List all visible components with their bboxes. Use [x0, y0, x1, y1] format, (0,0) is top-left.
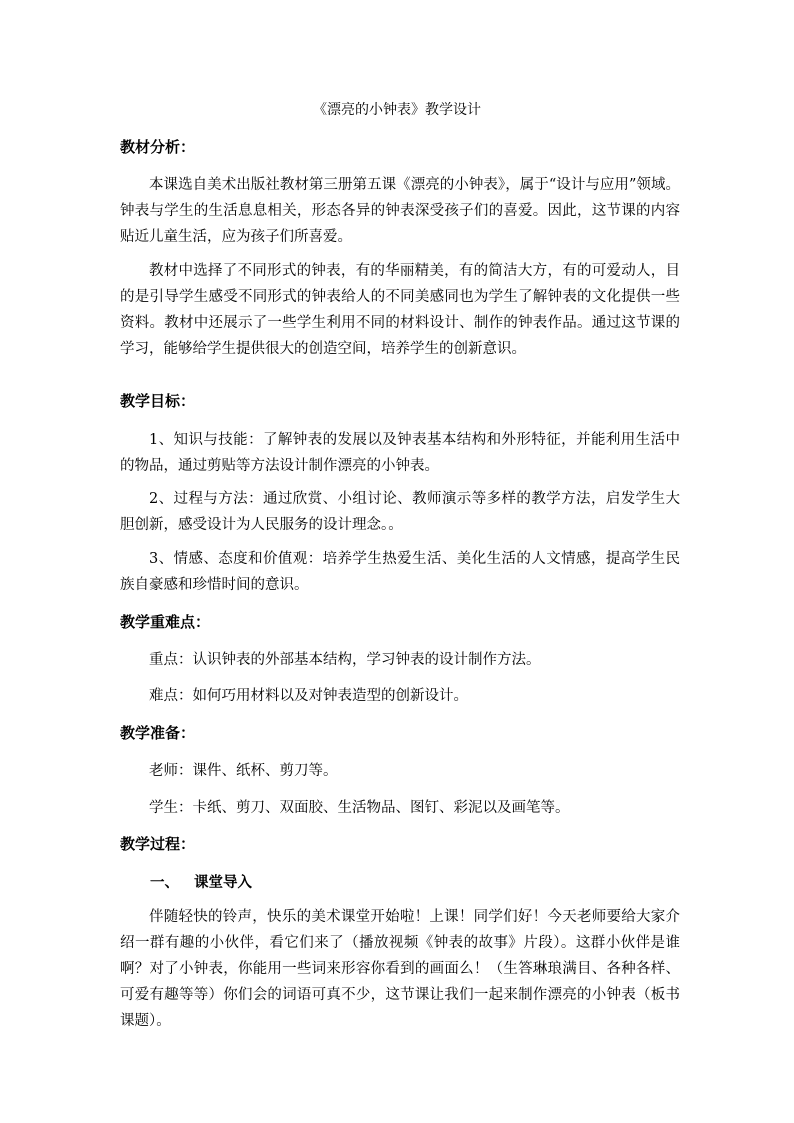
step-1-heading — [150, 873, 252, 893]
heading-analysis: 教材分析： — [120, 138, 196, 156]
teacher-materials-paragraph: 老师：课件、纸杯、剪刀等。 — [149, 763, 338, 779]
difficulty-paragraph: 难点：如何巧用材料以及对钟表造型的创新设计。 — [149, 688, 468, 704]
step-1-title: 课堂导入 — [194, 875, 252, 891]
intro-paragraph: 伴随轻快的铃声，快乐的美术课堂开始啦！上课！同学们好！今天老师要给大家介绍一群有趣的小伙伴，看它们来了（播放视频《钟表的故事》片段）。这群小伙伴是谁啊？对了小钟表，你能用一些词来形容你看到的画面么！（生答琳琅满目、各种各样、可爱有趣等等）你们会的词语可真不少，这节课让我们一起来制作漂亮的小钟表（板书课题）。 — [120, 909, 680, 1029]
heading-key-points: 教学重难点： — [120, 613, 211, 631]
key-point-paragraph: 重点：认识钟表的外部基本结构，学习钟表的设计制作方法。 — [149, 652, 541, 668]
goal-paragraph-3: 3、情感、态度和价值观：培养学生热爱生活、美化生活的人文情感，提高学生民族自豪感和珍惜时间的意识。 — [120, 551, 680, 593]
step-1-number: 一、 — [150, 875, 179, 891]
document-title: 《漂亮的小钟表》教学设计 — [313, 102, 481, 118]
heading-goals: 教学目标： — [120, 392, 196, 410]
analysis-paragraph-2: 教材中选择了不同形式的钟表，有的华丽精美，有的简洁大方，有的可爱动人，目的是引导学生感受不同形式的钟表给人的不同美感同也为学生了解钟表的文化提供一些资料。教材中还展示了一些学生利用不同的材料设计、制作的钟表作品。通过这节课的学习，能够给学生提供很大的创造空间，培养学生的创新意识。 — [120, 263, 680, 357]
analysis-paragraph-1: 本课选自美术出版社教材第三册第五课《漂亮的小钟表》，属于“设计与应用”领域。钟表与学生的生活息息相关，形态各异的钟表深受孩子们的喜爱。因此，这节课的内容贴近儿童生活，应为孩子们所喜爱。 — [120, 177, 680, 245]
student-materials-paragraph: 学生：卡纸、剪刀、双面胶、生活物品、图钉、彩泥以及画笔等。 — [149, 800, 570, 816]
goal-paragraph-2: 2、过程与方法：通过欣赏、小组讨论、教师演示等多样的教学方法，启发学生大胆创新，感受设计为人民服务的设计理念。。 — [120, 491, 680, 533]
heading-process: 教学过程： — [120, 835, 196, 853]
goal-paragraph-1: 1、知识与技能：了解钟表的发展以及钟表基本结构和外形特征，并能利用生活中的物品，通过剪贴等方法设计制作漂亮的小钟表。 — [120, 432, 680, 474]
heading-preparation: 教学准备： — [120, 724, 196, 742]
